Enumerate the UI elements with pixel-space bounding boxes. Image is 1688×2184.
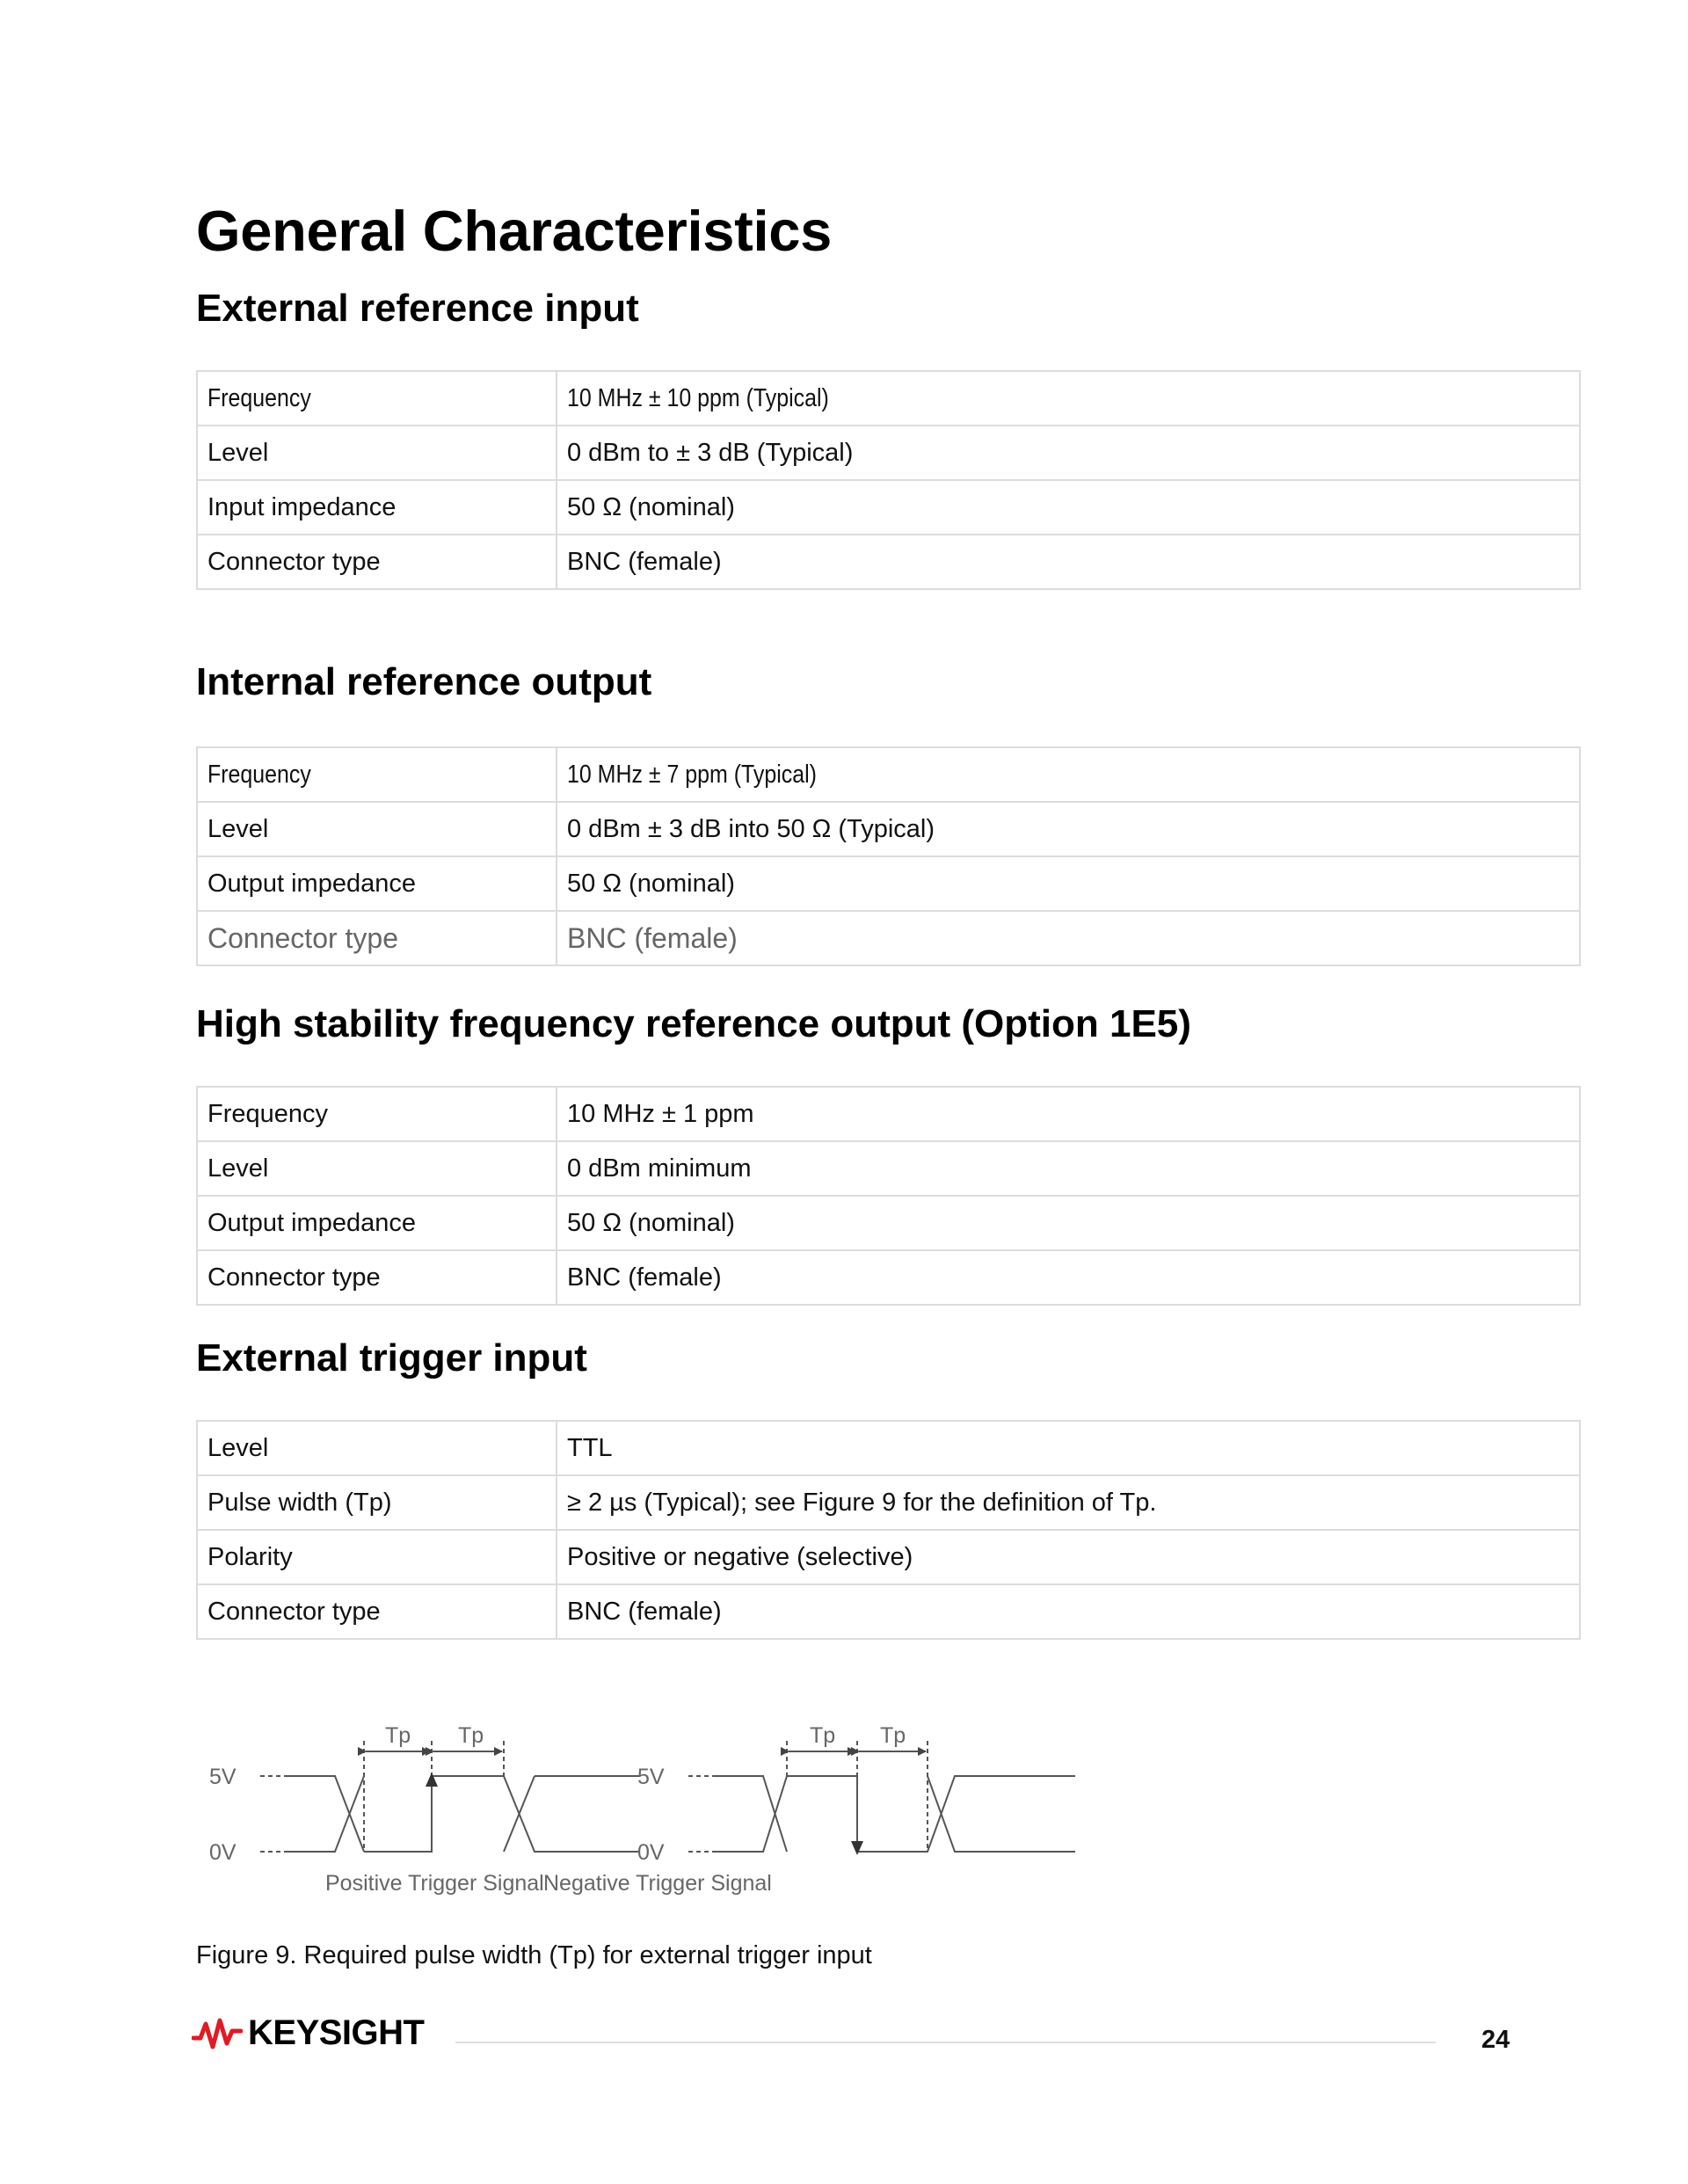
row-label: Frequency [197, 747, 557, 802]
table-row [197, 535, 1580, 589]
row-label: Level [197, 1421, 557, 1475]
row-label: Pulse width (Tp) [197, 1475, 557, 1530]
positive-trigger-label: Positive Trigger Signal [325, 1871, 544, 1896]
section-heading-internal-reference-output: Internal reference output [196, 660, 652, 703]
page-title: General Characteristics [196, 199, 832, 263]
table-row [197, 747, 1580, 802]
table-row [197, 1584, 1580, 1639]
keysight-wave-icon [192, 2015, 243, 2052]
brand-wordmark: KEYSIGHT [248, 2013, 425, 2052]
row-label: Connector type [197, 535, 557, 589]
table-row [197, 1087, 1580, 1141]
row-value: Positive or negative (selective) [557, 1530, 1580, 1584]
table-row [197, 426, 1580, 480]
row-value: 50 Ω (nominal) [557, 1196, 1580, 1250]
tp-label: Tp [385, 1723, 411, 1748]
row-label: Connector type [197, 911, 557, 965]
row-label: Level [197, 802, 557, 856]
keysight-logo [192, 2013, 424, 2053]
row-value: BNC (female) [557, 1584, 1580, 1639]
section-heading-external-reference-input: External reference input [196, 287, 639, 330]
level-0v-label: 0V [209, 1840, 236, 1865]
row-value: 0 dBm minimum [557, 1141, 1580, 1196]
level-5v-label: 5V [637, 1765, 665, 1789]
row-label: Frequency [197, 371, 557, 426]
row-label: Frequency [197, 1087, 557, 1141]
table-row [197, 1196, 1580, 1250]
falling-edge-arrow-icon [851, 1841, 863, 1855]
row-value: 50 Ω (nominal) [557, 480, 1580, 535]
spec-table-high-stability-reference-output [196, 1086, 1581, 1306]
spec-table-internal-reference-output [196, 746, 1581, 966]
tp-label: Tp [810, 1723, 836, 1748]
footer-divider [455, 2042, 1436, 2043]
positive-trigger-waveform [260, 1741, 640, 1852]
tp-label: Tp [458, 1723, 484, 1748]
level-5v-label: 5V [209, 1765, 236, 1789]
figure-caption: Figure 9. Required pulse width (Tp) for external trigger input [196, 1941, 872, 1969]
row-label: Connector type [197, 1584, 557, 1639]
row-value: TTL [557, 1421, 1580, 1475]
table-row [197, 480, 1580, 535]
row-value: BNC (female) [557, 1250, 1580, 1305]
level-0v-label: 0V [637, 1840, 665, 1865]
negative-trigger-waveform [688, 1741, 1075, 1852]
row-label: Level [197, 1141, 557, 1196]
row-label: Output impedance [197, 856, 557, 911]
page-number: 24 [1481, 2026, 1510, 2054]
row-value: BNC (female) [557, 911, 1580, 965]
row-value: 0 dBm to ± 3 dB (Typical) [557, 426, 1580, 480]
negative-trigger-label: Negative Trigger Signal [543, 1871, 772, 1896]
table-row [197, 1421, 1580, 1475]
spec-table-external-reference-input [196, 370, 1581, 590]
section-heading-high-stability-reference-output: High stability frequency reference output (Option 1E5) [196, 1002, 1191, 1045]
spec-table-external-trigger-input [196, 1420, 1581, 1640]
table-row [197, 1475, 1580, 1530]
section-heading-external-trigger-input: External trigger input [196, 1336, 587, 1380]
row-label: Polarity [197, 1530, 557, 1584]
table-row [197, 1141, 1580, 1196]
row-label: Output impedance [197, 1196, 557, 1250]
row-value: 10 MHz ± 7 ppm (Typical) [557, 747, 1580, 802]
rising-edge-arrow-icon [426, 1773, 438, 1787]
row-value: 10 MHz ± 1 ppm [557, 1087, 1580, 1141]
row-value: 10 MHz ± 10 ppm (Typical) [557, 371, 1580, 426]
trigger-timing-diagram [209, 1706, 1088, 1917]
table-row [197, 1250, 1580, 1305]
table-row [197, 856, 1580, 911]
tp-label: Tp [880, 1723, 906, 1748]
table-row [197, 911, 1580, 965]
row-value: 0 dBm ± 3 dB into 50 Ω (Typical) [557, 802, 1580, 856]
table-row [197, 1530, 1580, 1584]
table-row [197, 371, 1580, 426]
row-label: Level [197, 426, 557, 480]
row-value: BNC (female) [557, 535, 1580, 589]
row-label: Connector type [197, 1250, 557, 1305]
row-label: Input impedance [197, 480, 557, 535]
table-row [197, 802, 1580, 856]
row-value: ≥ 2 µs (Typical); see Figure 9 for the definition of Tp. [557, 1475, 1580, 1530]
row-value: 50 Ω (nominal) [557, 856, 1580, 911]
